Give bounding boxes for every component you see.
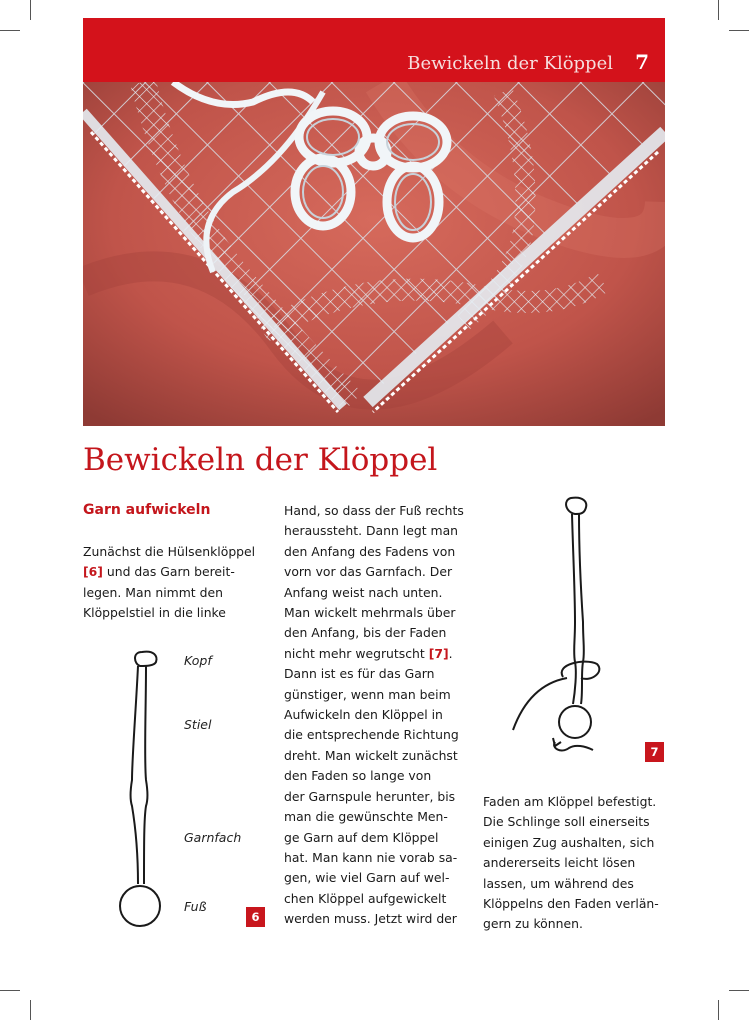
bobbin-thread-diagram <box>505 492 605 762</box>
text-line: andererseits leicht lösen <box>483 855 636 871</box>
text-line: Anfang weist nach unten. <box>284 584 443 600</box>
text-line: den Anfang, bis der Faden <box>284 625 447 641</box>
crop-mark <box>729 30 749 31</box>
text-line: Hand, so dass der Fuß rechts <box>284 503 464 518</box>
column-3-text <box>483 792 659 935</box>
bobbin-lace-photo <box>83 82 665 426</box>
text-line: chen Klöppel aufgewickelt <box>284 890 447 906</box>
text-line: der Garnspule herunter, bis <box>284 788 456 804</box>
text-line: Aufwickeln den Klöppel in <box>284 707 443 723</box>
crop-mark <box>30 0 31 20</box>
bobbin-diagram <box>110 648 170 933</box>
figure-reference: [7] <box>428 645 449 661</box>
text-line: den Faden so lange von <box>284 768 432 784</box>
figure-reference: [6] <box>83 564 103 580</box>
header-bar <box>83 18 665 82</box>
section-heading: Garn aufwickeln <box>83 502 211 518</box>
crop-mark <box>30 1000 31 1020</box>
figure-number-badge: 6 <box>246 907 265 927</box>
header-title: Bewickeln der Klöppel <box>407 53 613 74</box>
text-line: einigen Zug aushalten, sich <box>483 834 655 850</box>
crop-mark <box>718 0 719 20</box>
text-line: lassen, um während des <box>483 875 634 891</box>
text-line: heraussteht. Dann legt man <box>284 523 459 539</box>
text-line: ge Garn auf dem Klöppel <box>284 829 439 845</box>
text-line: Man wickelt mehrmals über <box>284 605 456 621</box>
page-title: Bewickeln der Klöppel <box>83 442 438 478</box>
column-2-text <box>284 501 464 930</box>
figure-number-badge: 7 <box>645 742 664 762</box>
text-line: die entsprechende Richtung <box>284 727 459 743</box>
label-kopf: Kopf <box>184 653 212 668</box>
text-line: legen. Man nimmt den <box>83 584 223 600</box>
text-line: günstiger, wenn man beim <box>284 686 451 702</box>
text-line: Faden am Klöppel befestigt. <box>483 794 657 809</box>
text-line: Die Schlinge soll einerseits <box>483 814 650 830</box>
text-line: vorn vor das Garnfach. Der <box>284 564 453 580</box>
crop-mark <box>0 30 20 31</box>
text-line: nicht mehr wegrutscht [7]. <box>284 645 453 661</box>
text-line: den Anfang des Fadens von <box>284 543 456 559</box>
crop-mark <box>718 1000 719 1020</box>
text-line: man die gewünschte Men- <box>284 809 448 825</box>
label-stiel: Stiel <box>184 717 212 732</box>
text-line: [6] und das Garn bereit- <box>83 564 235 580</box>
text-line: gen, wie viel Garn auf wel- <box>284 870 450 886</box>
text-line: Dann ist es für das Garn <box>284 666 435 682</box>
text-line: dreht. Man wickelt zunächst <box>284 747 458 763</box>
text-line: Klöppelns den Faden verlän- <box>483 896 659 912</box>
label-fuss: Fuß <box>184 899 207 914</box>
text-line: hat. Man kann nie vorab sa- <box>284 849 458 865</box>
page-number: 7 <box>635 50 649 74</box>
label-garnfach: Garnfach <box>184 830 242 845</box>
column-1-text <box>83 542 255 624</box>
text-line: Zunächst die Hülsenklöppel <box>83 544 256 559</box>
crop-mark <box>729 990 749 991</box>
crop-mark <box>0 990 20 991</box>
text-line: gern zu können. <box>483 916 583 932</box>
lace-illustration <box>83 82 665 426</box>
text-line: werden muss. Jetzt wird der <box>284 911 457 927</box>
text-line: Klöppelstiel in die linke <box>83 605 226 621</box>
